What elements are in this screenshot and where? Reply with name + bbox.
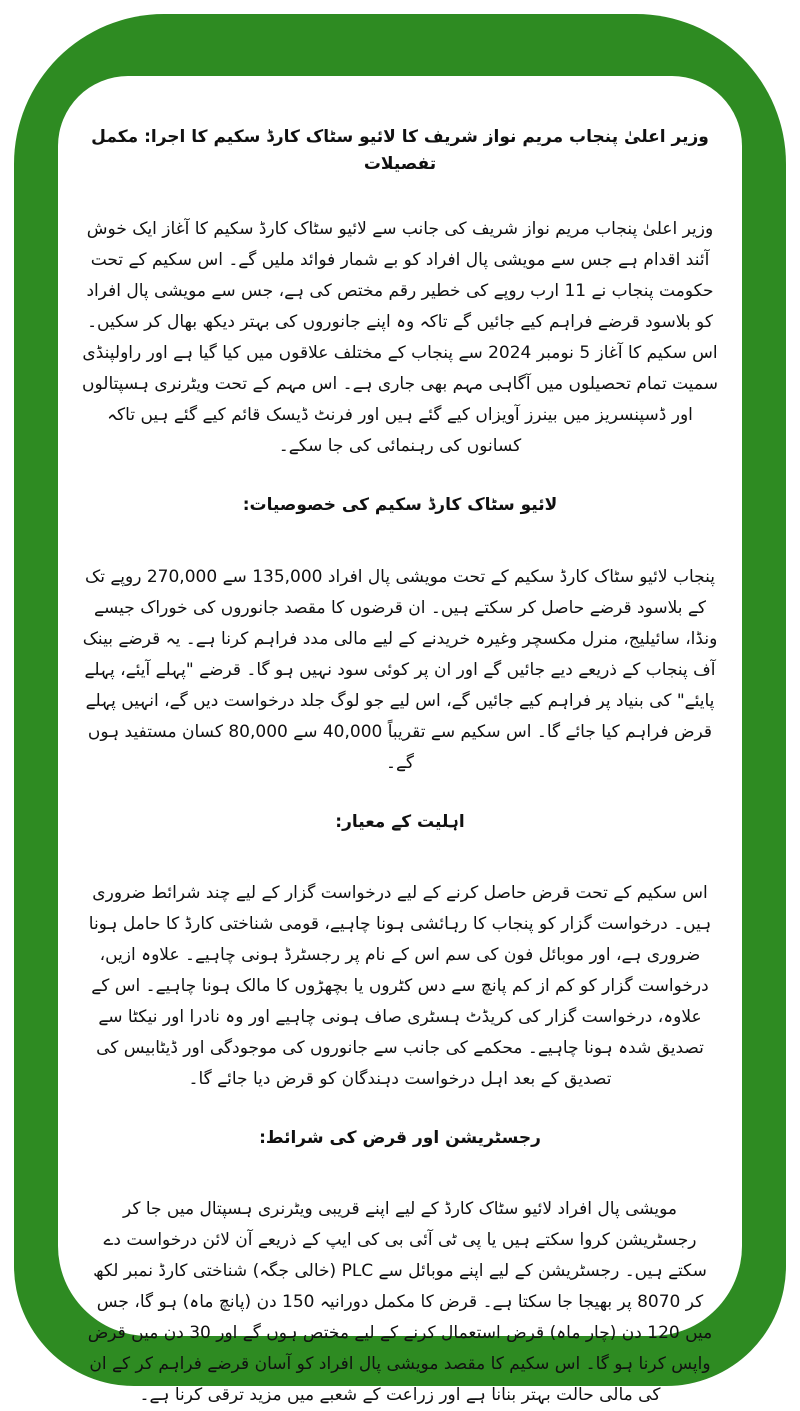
phone-screen — [58, 76, 742, 1405]
registration-paragraph: مویشی پال افراد لائیو سٹاک کارڈ کے لیے اپنے قریبی ویٹرنری ہسپتال میں جا کر رجسٹریشن کروا سکتے ہیں یا پی ٹی آئی بی کی ایپ کے ذریعے آن لائن درخواست دے سکتے ہیں۔ رجسٹریشن کے لیے اپنے موبائل سے PLC (خالی جگہ) شناختی کارڈ نمبر لکھ کر 8070 پر بھیجا جا سکتا ہے۔ قرض کا مکمل دورانیہ 150 دن (پانچ ماہ) ہو گا، جس میں 120 دن (چار ماہ) قرض استعمال کرنے کے لیے مختص ہوں گے اور 30 دن میں قرض واپس کرنا ہو گا۔ اس سکیم کا مقصد مویشی پال افراد کو آسان قرضے فراہم کر کے ان کی مالی حالت بہتر بنانا ہے اور زراعت کے شعبے میں مزید ترقی کرنا ہے۔ — [87, 1198, 713, 1405]
registration-heading: رجسٹریشن اور قرض کی شرائط: — [259, 1127, 541, 1148]
intro-paragraph: وزیر اعلیٰ پنجاب مریم نواز شریف کی جانب سے لائیو سٹاک کارڈ سکیم کا آغاز ایک خوش آئند اقدام ہے جس سے مویشی پال افراد کو بے شمار فوائد ملیں گے۔ اس سکیم کے تحت حکومت پنجاب نے 11 ارب روپے کی خطیر رقم مختص کی ہے، جس سے مویشی پال افراد کو بلاسود قرضے فراہم کیے جائیں گے تاکہ وہ اپنے جانوروں کی بہتر دیکھ بھال کر سکیں۔ اس سکیم کا آغاز 5 نومبر 2024 سے پنجاب کے مختلف علاقوں میں کیا گیا ہے اور راولپنڈی سمیت تمام تحصیلوں میں آگاہی مہم بھی جاری ہے۔ اس مہم کے تحت ویٹرنری ہسپتالوں اور ڈسپنسریز میں بینرز آویزاں کیے گئے ہیں اور فرنٹ ڈیسک قائم کیے گئے ہیں تاکہ کسانوں کی رہنمائی کی جا سکے۔ — [82, 219, 718, 457]
phone-frame — [14, 14, 786, 1405]
eligibility-paragraph: اس سکیم کے تحت قرض حاصل کرنے کے لیے درخواست گزار کے لیے چند شرائط ضروری ہیں۔ درخواست گزار کو پنجاب کا رہائشی ہونا چاہیے، قومی شناختی کارڈ کا حامل ہونا ضروری ہے، اور موبائل فون کی سم اس کے نام پر رجسٹرڈ ہونی چاہیے۔ علاوہ ازیں، درخواست گزار کو کم از کم پانچ سے دس کٹروں یا بچھڑوں کا مالک ہونا چاہیے۔ اس کے علاوہ، درخواست گزار کی کریڈٹ ہسٹری صاف ہونی چاہیے اور وہ نادرا اور نیکٹا سے تصدیق شدہ ہونا چاہیے۔ محکمے کی جانب سے جانوروں کی موجودگی اور ڈیٹابیس کی تصدیق کے بعد اہل درخواست دہندگان کو قرض دیا جائے گا۔ — [88, 882, 712, 1089]
features-paragraph: پنجاب لائیو سٹاک کارڈ سکیم کے تحت مویشی پال افراد 135,000 سے 270,000 روپے تک کے بلاسود قرضے حاصل کر سکتے ہیں۔ ان قرضوں کا مقصد جانوروں کی خوراک جیسے ونڈا، سائیلیج، منرل مکسچر وغیرہ خریدنے کے لیے مالی مدد فراہم کرنا ہے۔ یہ قرضے بینک آف پنجاب کے ذریعے دیے جائیں گے اور ان پر کوئی سود نہیں ہو گا۔ قرضے "پہلے آیئے، پہلے پایئے" کی بنیاد پر فراہم کیے جائیں گے، اس لیے جو لوگ جلد درخواست دیں گے، انہیں پہلے قرض فراہم کیا جائے گا۔ اس سکیم سے تقریباً 40,000 سے 80,000 کسان مستفید ہوں گے۔ — [82, 566, 718, 773]
features-heading: لائیو سٹاک کارڈ سکیم کی خصوصیات: — [242, 495, 558, 516]
article-title: وزیر اعلیٰ پنجاب مریم نواز شریف کا لائیو سٹاک کارڈ سکیم کا اجرا: مکمل تفصیلات — [91, 127, 709, 175]
eligibility-heading: اہلیت کے معیار: — [335, 811, 465, 832]
article — [58, 76, 742, 1411]
